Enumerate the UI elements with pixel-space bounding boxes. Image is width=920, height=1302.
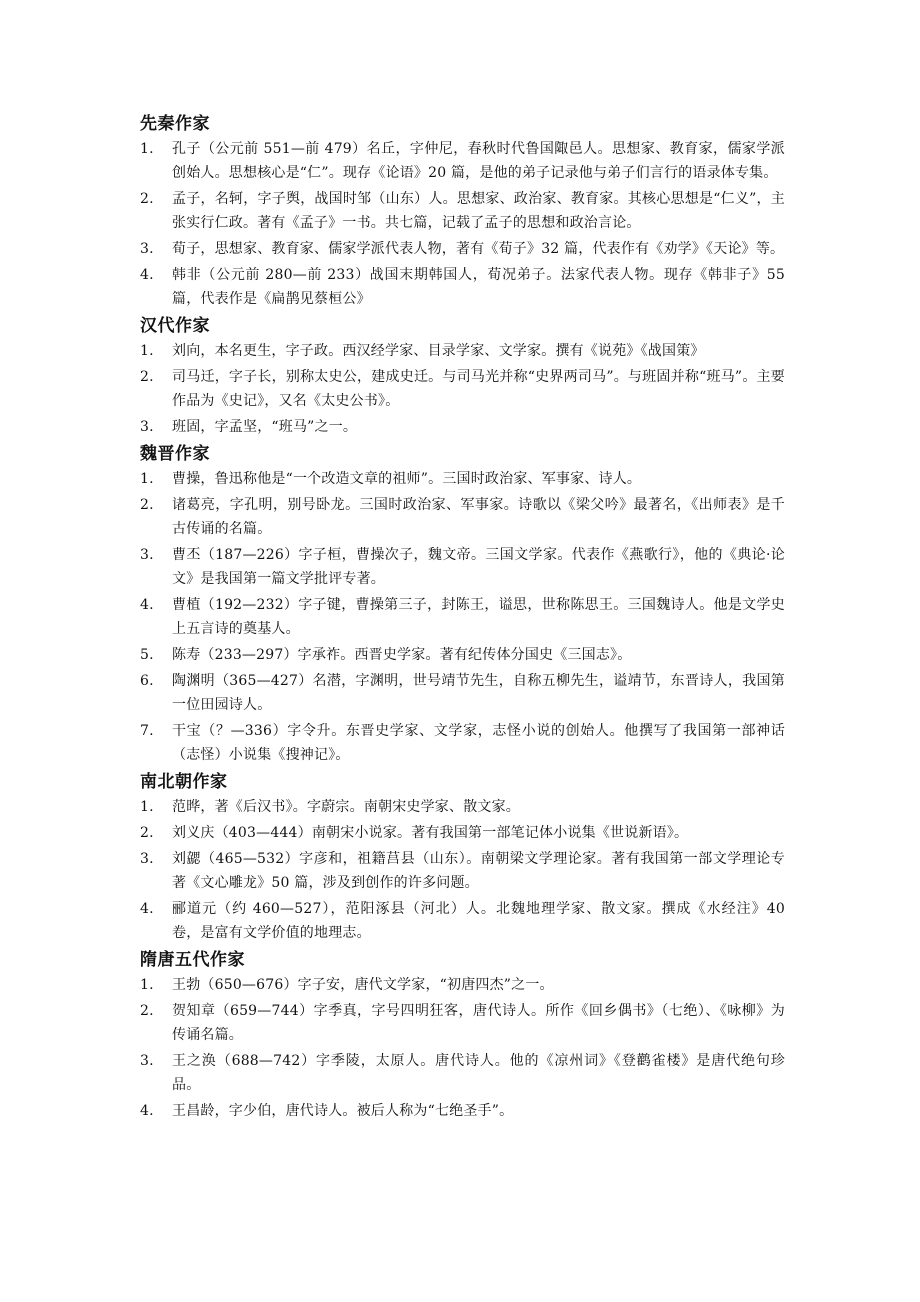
section-title: 南北朝作家	[140, 772, 228, 792]
item-number: 1.	[140, 343, 154, 359]
item-text: 刘向，本名更生，字子政。西汉经学家、目录学家、文学家。撰有《说苑》《战国策》	[172, 343, 705, 359]
list-item	[140, 365, 785, 413]
list-item	[140, 1049, 785, 1097]
section-title: 汉代作家	[140, 316, 210, 336]
list-item	[140, 669, 785, 717]
item-number: 7.	[140, 723, 154, 739]
item-text: 陶渊明（365—427）名潜，字渊明，世号靖节先生，自称五柳先生，谥靖节，东晋诗人，我国第一位田园诗人。	[172, 673, 785, 713]
list-item	[140, 795, 785, 819]
item-number: 3.	[140, 547, 154, 563]
list-item	[140, 467, 785, 491]
entry-list	[140, 973, 785, 1123]
item-text: 刘勰（465—532）字彦和，祖籍莒县（山东）。南朝梁文学理论家。著有我国第一部文学理论专著《文心雕龙》50 篇，涉及到创作的许多问题。	[172, 851, 785, 891]
list-item	[140, 821, 785, 845]
item-number: 3.	[140, 241, 154, 257]
item-number: 2.	[140, 497, 154, 513]
item-number: 4.	[140, 597, 154, 613]
list-item	[140, 187, 785, 235]
list-item	[140, 643, 785, 667]
item-text: 王昌龄，字少伯，唐代诗人。被后人称为“七绝圣手”。	[172, 1103, 514, 1119]
item-text: 韩非（公元前 280—前 233）战国末期韩国人，荀况弟子。法家代表人物。现存《韩非子》55 篇，代表作是《扁鹊见蔡桓公》	[172, 267, 785, 307]
item-number: 3.	[140, 1053, 154, 1069]
item-text: 孔子（公元前 551—前 479）名丘，字仲尼，春秋时代鲁国陬邑人。思想家、教育家，儒家学派创始人。思想核心是“仁”。现存《论语》20 篇，是他的弟子记录他与弟子们言行的语录体专集。	[172, 141, 785, 181]
item-text: 陈寿（233—297）字承祚。西晋史学家。著有纪传体分国史《三国志》。	[172, 647, 632, 663]
list-item	[140, 263, 785, 311]
item-number: 1.	[140, 977, 154, 993]
item-number: 1.	[140, 141, 154, 157]
list-item	[140, 237, 785, 261]
item-number: 2.	[140, 369, 154, 385]
section-title: 隋唐五代作家	[140, 950, 245, 970]
entry-list	[140, 137, 785, 311]
list-item	[140, 1099, 785, 1123]
item-number: 4.	[140, 1103, 154, 1119]
list-item	[140, 543, 785, 591]
list-item	[140, 339, 785, 363]
item-number: 6.	[140, 673, 154, 689]
item-number: 2.	[140, 191, 154, 207]
list-item	[140, 719, 785, 767]
item-text: 孟子，名轲，字子舆，战国时邹（山东）人。思想家、政治家、教育家。其核心思想是“仁义”，主张实行仁政。著有《孟子》一书。共七篇，记载了孟子的思想和政治言论。	[172, 191, 785, 231]
list-item	[140, 137, 785, 185]
list-item	[140, 593, 785, 641]
item-number: 5.	[140, 647, 154, 663]
item-number: 2.	[140, 1003, 154, 1019]
item-text: 刘义庆（403—444）南朝宋小说家。著有我国第一部笔记体小说集《世说新语》。	[172, 825, 689, 841]
item-text: 贺知章（659—744）字季真，字号四明狂客，唐代诗人。所作《回乡偶书》（七绝）、《咏柳》为传诵名篇。	[172, 1003, 785, 1043]
section-title: 先秦作家	[140, 114, 210, 134]
item-number: 3.	[140, 419, 154, 435]
list-item	[140, 897, 785, 945]
list-item	[140, 493, 785, 541]
item-number: 1.	[140, 471, 154, 487]
item-text: 王之涣（688—742）字季陵，太原人。唐代诗人。他的《凉州词》《登鹳雀楼》是唐代绝句珍品。	[172, 1053, 785, 1093]
item-number: 4.	[140, 267, 154, 283]
document-body	[140, 111, 785, 1125]
entry-list	[140, 467, 785, 767]
item-number: 4.	[140, 901, 154, 917]
entry-list	[140, 339, 785, 439]
item-number: 3.	[140, 851, 154, 867]
list-item	[140, 973, 785, 997]
item-text: 曹操，鲁迅称他是“一个改造文章的祖师”。三国时政治家、军事家、诗人。	[172, 471, 642, 487]
item-text: 司马迁，字子长，别称太史公，建成史迁。与司马光并称“史界两司马”。与班固并称“班马”。主要作品为《史记》，又名《太史公书》。	[172, 369, 785, 409]
item-text: 诸葛亮，字孔明，别号卧龙。三国时政治家、军事家。诗歌以《梁父吟》最著名，《出师表》是千古传诵的名篇。	[172, 497, 785, 537]
list-item	[140, 415, 785, 439]
item-number: 1.	[140, 799, 154, 815]
item-text: 曹植（192—232）字子键，曹操第三子，封陈王，谥思，世称陈思王。三国魏诗人。他是文学史上五言诗的奠基人。	[172, 597, 785, 637]
item-number: 2.	[140, 825, 154, 841]
section-title: 魏晋作家	[140, 444, 210, 464]
item-text: 荀子，思想家、教育家、儒家学派代表人物，著有《荀子》32 篇，代表作有《劝学》《天论》等。	[172, 241, 785, 257]
item-text: 曹丕（187—226）字子桓，曹操次子，魏文帝。三国文学家。代表作《燕歌行》，他的《典论·论文》是我国第一篇文学批评专著。	[172, 547, 785, 587]
list-item	[140, 999, 785, 1047]
item-text: 王勃（650—676）字子安，唐代文学家，“初唐四杰”之一。	[172, 977, 554, 993]
entry-list	[140, 795, 785, 945]
item-text: 干宝（？—336）字令升。东晋史学家、文学家，志怪小说的创始人。他撰写了我国第一部神话（志怪）小说集《搜神记》。	[172, 723, 785, 763]
item-text: 班固，字孟坚，“班马”之一。	[172, 419, 358, 435]
list-item	[140, 847, 785, 895]
item-text: 郦道元（约 460—527），范阳涿县（河北）人。北魏地理学家、散文家。撰成《水经注》40 卷，是富有文学价值的地理志。	[172, 901, 785, 941]
item-text: 范晔，著《后汉书》。字蔚宗。南朝宋史学家、散文家。	[172, 799, 520, 815]
